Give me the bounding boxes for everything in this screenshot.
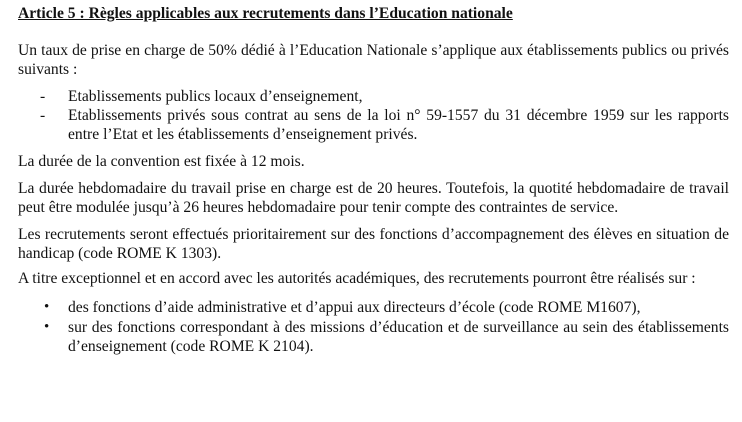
intro-paragraph: Un taux de prise en charge de 50% dédié à l’Education Nationale s’applique aux établissements publics ou privés suivants : — [18, 42, 729, 78]
functions-list — [18, 298, 729, 356]
list-item-text: Etablissements privés sous contrat au sens de la loi n° 59-1557 du 31 décembre 1959 sur les rapports entre l’Etat et les établissements d’enseignement privés. — [68, 107, 729, 143]
list-item — [18, 318, 729, 356]
recruitment-paragraph: Les recrutements seront effectués prioritairement sur des fonctions d’accompagnement des élèves en situation de handicap (code ROME K 1303). — [18, 226, 729, 262]
weekly-hours-paragraph: La durée hebdomadaire du travail prise en charge est de 20 heures. Toutefois, la quotité hebdomadaire de travail peut être modulée jusqu’à 26 heures hebdomadaire pour tenir compte des contraintes de service. — [18, 180, 729, 216]
establishments-list — [18, 87, 729, 144]
bullet-marker: • — [44, 319, 50, 335]
dash-marker: - — [40, 88, 46, 105]
list-item-text: sur des fonctions correspondant à des missions d’éducation et de surveillance au sein des établissements d’enseignement (code ROME K 2104). — [68, 319, 729, 355]
document-page — [18, 4, 729, 357]
exceptional-paragraph: A titre exceptionnel et en accord avec les autorités académiques, des recrutements pourront être réalisés sur : — [18, 270, 696, 287]
list-item — [18, 298, 729, 317]
bullet-marker: • — [44, 299, 50, 315]
list-item-text: des fonctions d’aide administrative et d’appui aux directeurs d’école (code ROME M1607), — [68, 299, 641, 316]
list-item-text: Etablissements publics locaux d’enseignement, — [68, 88, 363, 105]
duration-paragraph: La durée de la convention est fixée à 12 mois. — [18, 153, 305, 170]
list-item — [18, 87, 729, 106]
dash-marker: - — [40, 107, 46, 124]
list-item — [18, 106, 729, 144]
article-title: Article 5 : Règles applicables aux recrutements dans l’Education nationale — [18, 5, 513, 22]
